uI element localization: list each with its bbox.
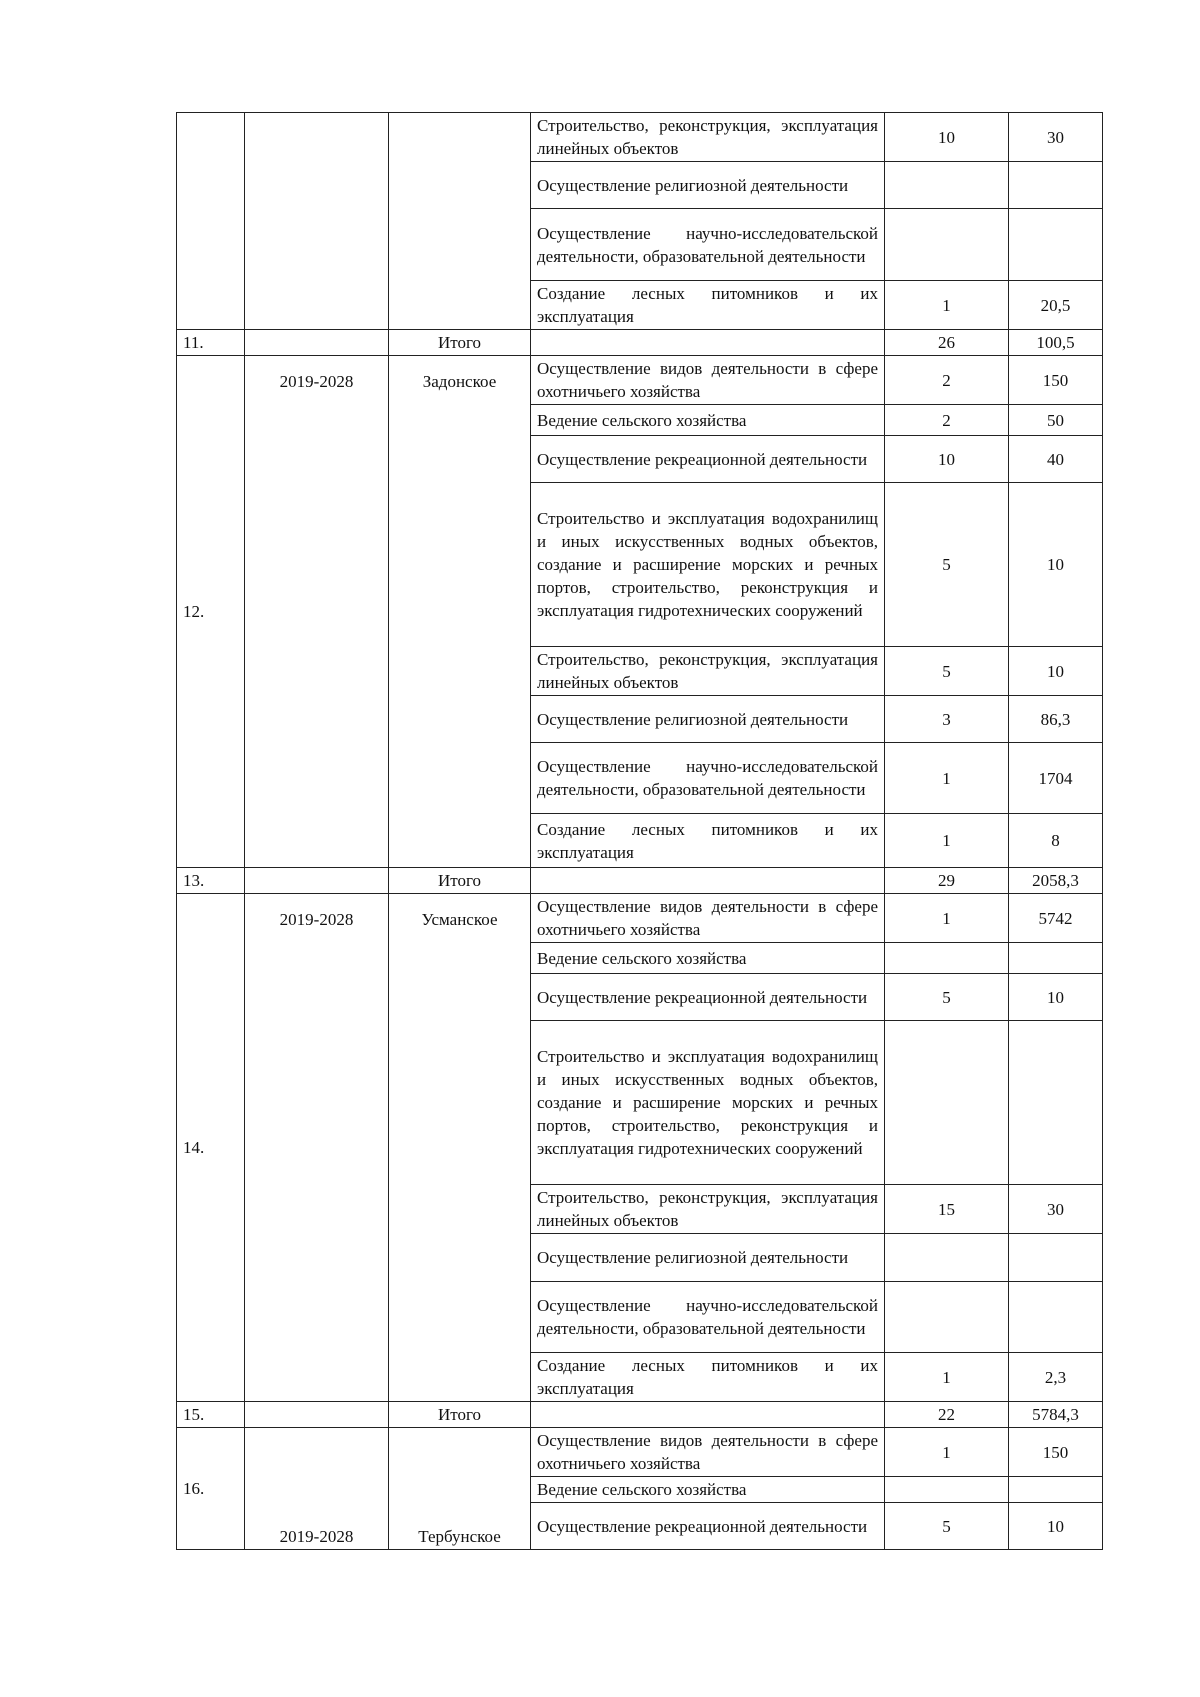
activity-type-cell: Ведение сельского хозяйства: [531, 405, 885, 436]
area-cell: 1704: [1009, 743, 1103, 814]
area-cell: 30: [1009, 1185, 1103, 1234]
activity-type-cell: Ведение сельского хозяйства: [531, 943, 885, 974]
total-count-cell: 26: [885, 330, 1009, 356]
object-count-cell: [885, 162, 1009, 209]
object-count-cell: 5: [885, 483, 1009, 647]
total-count-cell: 29: [885, 868, 1009, 894]
activity-type-cell: Осуществление видов деятельности в сфере охотничьего хозяйства: [531, 356, 885, 405]
object-count-cell: 1: [885, 894, 1009, 943]
activity-type-cell: Создание лесных питомников и их эксплуатация: [531, 281, 885, 330]
area-cell: 10: [1009, 974, 1103, 1021]
total-number-cell: 15.: [177, 1402, 245, 1428]
area-cell: 10: [1009, 647, 1103, 696]
object-count-cell: 2: [885, 405, 1009, 436]
table-body: [177, 113, 1103, 1550]
area-cell: [1009, 1021, 1103, 1185]
total-label-cell: Итого: [389, 1402, 531, 1428]
total-area-cell: 100,5: [1009, 330, 1103, 356]
total-row: [177, 330, 1103, 356]
activity-type-cell: Строительство, реконструкция, эксплуатация линейных объектов: [531, 113, 885, 162]
activity-type-cell: Осуществление научно-исследовательской деятельности, образовательной деятельности: [531, 209, 885, 281]
area-cell: 10: [1009, 483, 1103, 647]
activity-type-cell: Создание лесных питомников и их эксплуатация: [531, 814, 885, 868]
forestry-cell: Тербунское: [389, 1428, 531, 1550]
object-count-cell: 1: [885, 281, 1009, 330]
object-count-cell: [885, 1021, 1009, 1185]
total-area-cell: 2058,3: [1009, 868, 1103, 894]
activity-type-cell: Создание лесных питомников и их эксплуатация: [531, 1353, 885, 1402]
object-count-cell: 1: [885, 1353, 1009, 1402]
activity-type-cell: Осуществление религиозной деятельности: [531, 162, 885, 209]
activity-type-cell: Осуществление научно-исследовательской деятельности, образовательной деятельности: [531, 1282, 885, 1353]
object-count-cell: [885, 209, 1009, 281]
area-cell: [1009, 1477, 1103, 1503]
area-cell: 30: [1009, 113, 1103, 162]
activity-type-cell: Строительство и эксплуатация водохранилищ и иных искусственных водных объектов, создание и расширение морских и речных портов, строительство, реконструкция и эксплуатация гидротехнических сооружений: [531, 483, 885, 647]
forestry-cell: Усманское: [389, 894, 531, 1402]
total-label-cell: Итого: [389, 330, 531, 356]
area-cell: 40: [1009, 436, 1103, 483]
activity-type-cell: Осуществление рекреационной деятельности: [531, 1503, 885, 1550]
activity-type-cell: Осуществление религиозной деятельности: [531, 696, 885, 743]
total-number-cell: 13.: [177, 868, 245, 894]
land-use-table: [176, 112, 1103, 1550]
object-count-cell: [885, 1282, 1009, 1353]
period-cell: 2019-2028: [245, 894, 389, 1402]
row-number-cell: [177, 113, 245, 330]
area-cell: 5742: [1009, 894, 1103, 943]
activity-type-cell: Ведение сельского хозяйства: [531, 1477, 885, 1503]
object-count-cell: 10: [885, 113, 1009, 162]
object-count-cell: [885, 1234, 1009, 1282]
area-cell: [1009, 162, 1103, 209]
total-label-cell: Итого: [389, 868, 531, 894]
total-area-cell: 5784,3: [1009, 1402, 1103, 1428]
area-cell: 150: [1009, 1428, 1103, 1477]
table-row: [177, 894, 1103, 943]
activity-type-cell: Осуществление религиозной деятельности: [531, 1234, 885, 1282]
total-empty-cell: [245, 1402, 389, 1428]
area-cell: [1009, 943, 1103, 974]
area-cell: 86,3: [1009, 696, 1103, 743]
row-number-cell: 16.: [177, 1428, 245, 1550]
row-number-cell: 12.: [177, 356, 245, 868]
forestry-cell: [389, 113, 531, 330]
total-count-cell: 22: [885, 1402, 1009, 1428]
area-cell: [1009, 1234, 1103, 1282]
period-cell: 2019-2028: [245, 1428, 389, 1550]
total-number-cell: 11.: [177, 330, 245, 356]
area-cell: 8: [1009, 814, 1103, 868]
activity-type-cell: Строительство и эксплуатация водохранилищ и иных искусственных водных объектов, создание и расширение морских и речных портов, строительство, реконструкция и эксплуатация гидротехнических сооружений: [531, 1021, 885, 1185]
total-empty-cell: [531, 1402, 885, 1428]
area-cell: 10: [1009, 1503, 1103, 1550]
row-number-cell: 14.: [177, 894, 245, 1402]
activity-type-cell: Осуществление рекреационной деятельности: [531, 436, 885, 483]
total-empty-cell: [245, 330, 389, 356]
activity-type-cell: Строительство, реконструкция, эксплуатация линейных объектов: [531, 647, 885, 696]
object-count-cell: 5: [885, 974, 1009, 1021]
activity-type-cell: Строительство, реконструкция, эксплуатация линейных объектов: [531, 1185, 885, 1234]
total-empty-cell: [531, 868, 885, 894]
activity-type-cell: Осуществление рекреационной деятельности: [531, 974, 885, 1021]
area-cell: [1009, 209, 1103, 281]
area-cell: 50: [1009, 405, 1103, 436]
object-count-cell: 1: [885, 743, 1009, 814]
table-row: [177, 1428, 1103, 1477]
object-count-cell: [885, 943, 1009, 974]
area-cell: 2,3: [1009, 1353, 1103, 1402]
activity-type-cell: Осуществление научно-исследовательской деятельности, образовательной деятельности: [531, 743, 885, 814]
table-row: [177, 113, 1103, 162]
table-row: [177, 356, 1103, 405]
object-count-cell: 2: [885, 356, 1009, 405]
object-count-cell: 1: [885, 814, 1009, 868]
area-cell: 150: [1009, 356, 1103, 405]
activity-type-cell: Осуществление видов деятельности в сфере охотничьего хозяйства: [531, 1428, 885, 1477]
total-row: [177, 868, 1103, 894]
object-count-cell: 10: [885, 436, 1009, 483]
object-count-cell: 15: [885, 1185, 1009, 1234]
object-count-cell: 5: [885, 1503, 1009, 1550]
object-count-cell: [885, 1477, 1009, 1503]
area-cell: 20,5: [1009, 281, 1103, 330]
activity-type-cell: Осуществление видов деятельности в сфере охотничьего хозяйства: [531, 894, 885, 943]
object-count-cell: 1: [885, 1428, 1009, 1477]
object-count-cell: 3: [885, 696, 1009, 743]
forestry-cell: Задонское: [389, 356, 531, 868]
object-count-cell: 5: [885, 647, 1009, 696]
total-empty-cell: [531, 330, 885, 356]
total-empty-cell: [245, 868, 389, 894]
area-cell: [1009, 1282, 1103, 1353]
period-cell: [245, 113, 389, 330]
period-cell: 2019-2028: [245, 356, 389, 868]
total-row: [177, 1402, 1103, 1428]
